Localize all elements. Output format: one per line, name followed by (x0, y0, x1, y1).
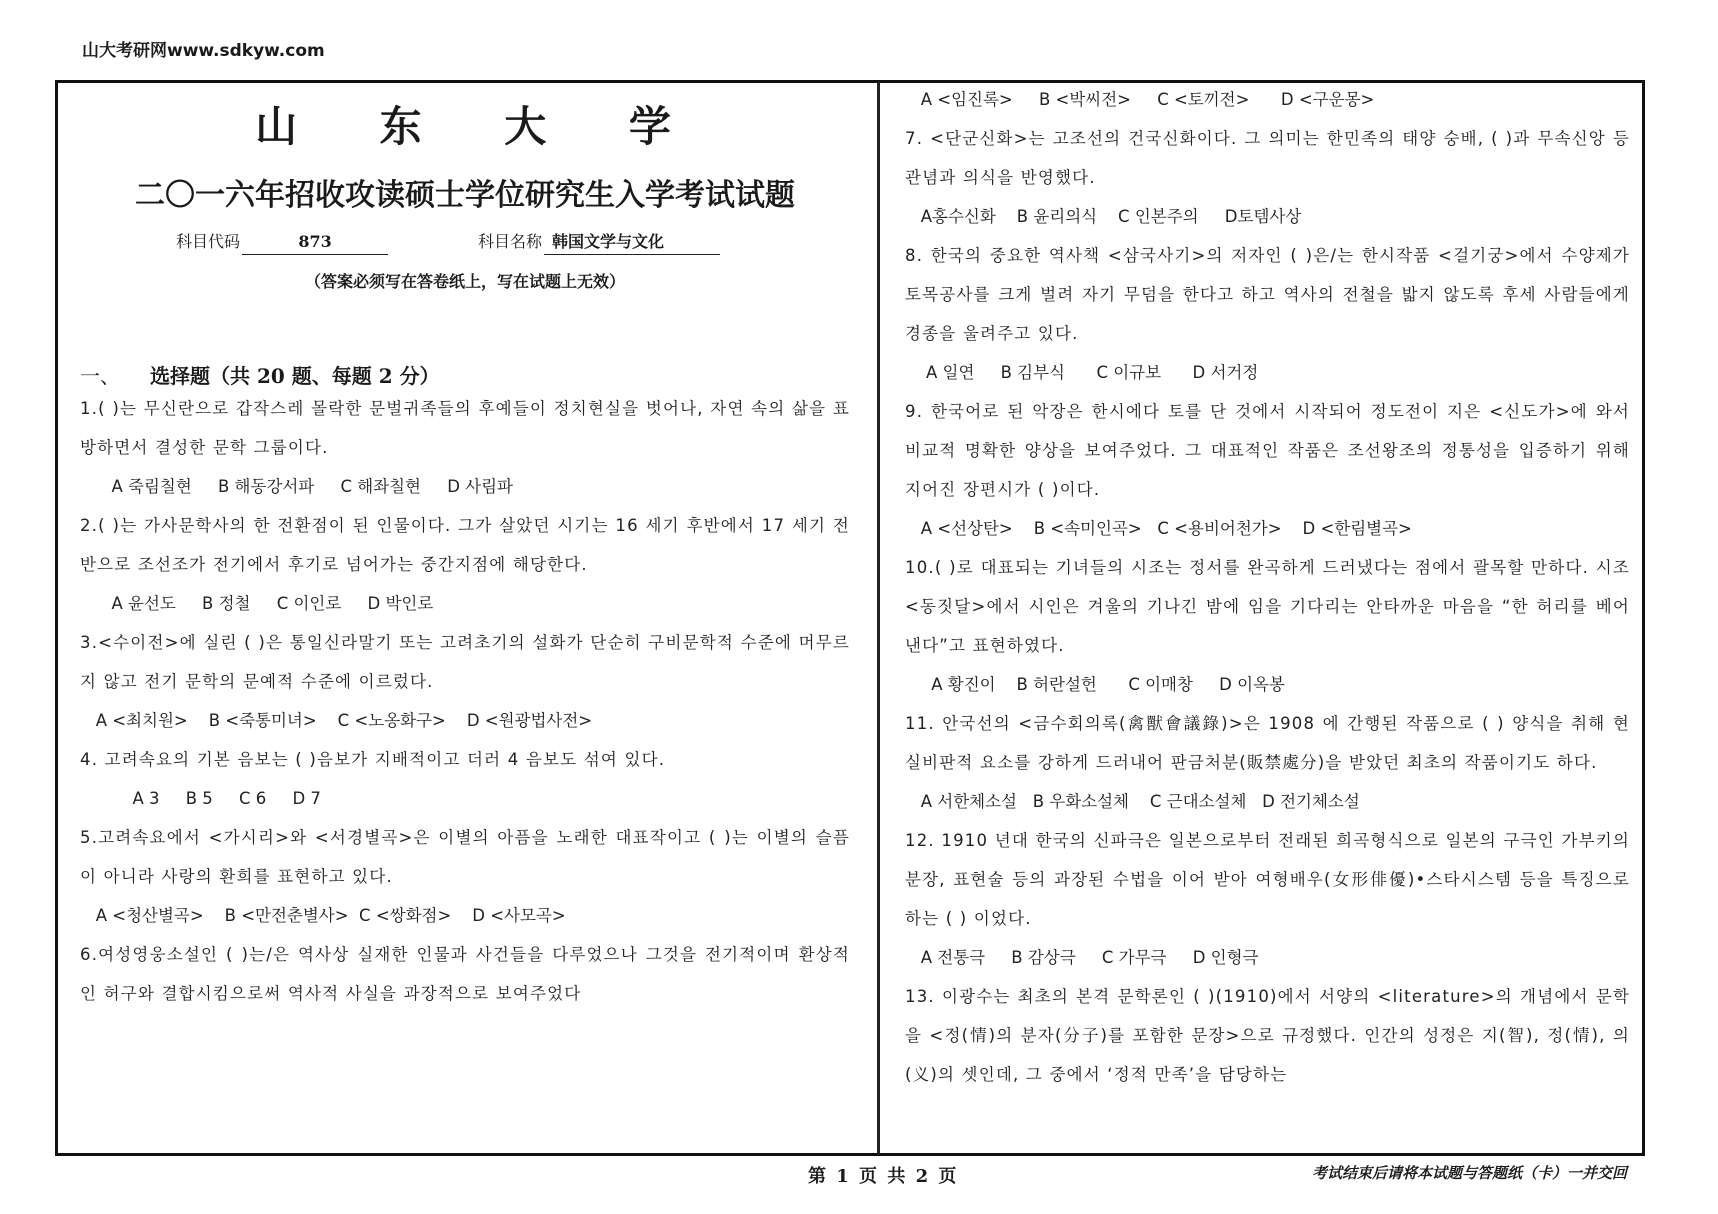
subject-code-label: 科目代码 (176, 232, 241, 251)
question-text: 1.( )는 무신란으로 갑작스레 몰락한 문벌귀족들의 후예들이 정치현실을 벗어나, 자연 속의 삶을 표방하면서 결성한 문학 그룹이다. (80, 399, 850, 457)
question-text: 10.( )로 대표되는 기녀들의 시조는 정서를 완곡하게 드러냈다는 점에서 괄목할 만하다. 시조 <동짓달>에서 시인은 겨울의 기나긴 밤에 임을 기다리는 안타까운 마음을 “한 허리를 베어낸다”고 표현하였다. (905, 558, 1630, 655)
page-indicator: 第 1 页 共 2 页 (808, 1166, 959, 1187)
exam-subtitle: 二〇一六年招收攻读硕士学位研究生入学考试试题 (135, 178, 795, 213)
right-questions (905, 80, 1630, 1094)
question-text: 9. 한국어로 된 악장은 한시에다 토를 단 것에서 시작되어 정도전이 지은 <신도가>에 와서 비교적 명확한 양상을 보여주었다. 그 대표적인 작품은 조선왕조의 정통성을 입증하기 위해 지어진 장편시가 ( )이다. (905, 402, 1630, 499)
answer-notice: （答案必须写在答卷纸上，写在试题上无效） (304, 272, 625, 291)
subject-name-value: 韩国文学与文化 (544, 230, 720, 255)
question-text: 12. 1910 년대 한국의 신파극은 일본으로부터 전래된 희곡형식으로 일본의 구극인 가부키의 분장, 표현술 등의 과장된 수법을 이어 받아 여형배우(女形俳優)•스타시스템 등을 특징으로 하는 ( ) 이었다. (905, 831, 1630, 928)
answer-options: A <선상탄> B <속미인곡> C <용비어천가> D <한림별곡> (905, 519, 1412, 538)
answer-options: A 서한체소설 B 우화소설체 C 근대소설체 D 전기체소설 (905, 792, 1360, 811)
question-text: 11. 안국선의 <금수회의록(禽獸會議錄)>은 1908 에 간행된 작품으로 ( ) 양식을 취해 현실비판적 요소를 강하게 드러내어 판금처분(販禁處分)을 받았던 최초의 작품이기도 하다. (905, 714, 1630, 772)
answer-options: A홍수신화 B 윤리의식 C 인본주의 D토템사상 (905, 207, 1302, 226)
answer-options: A 전통극 B 감상극 C 가무극 D 인형극 (905, 948, 1259, 967)
section-heading (80, 360, 850, 389)
question-text: 8. 한국의 중요한 역사책 <삼국사기>의 저자인 ( )은/는 한시작품 <걸기궁>에서 수양제가 토목공사를 크게 벌려 자기 무덤을 한다고 하고 역사의 전철을 밟지 않도록 후세 사람들에게 경종을 울려주고 있다. (905, 246, 1630, 343)
answer-options: A 3 B 5 C 6 D 7 (80, 789, 321, 808)
answer-options: A 일연 B 김부식 C 이규보 D 서거정 (905, 363, 1259, 382)
question-text: 7. <단군신화>는 고조선의 건국신화이다. 그 의미는 한민족의 태양 숭배, ( )과 무속신앙 등 관념과 의식을 반영했다. (905, 129, 1630, 187)
question-text: 13. 이광수는 최초의 본격 문학론인 ( )(1910)에서 서양의 <literature>의 개념에서 문학을 <정(情)의 분자(分子)를 포함한 문장>으로 규정했다. 인간의 성정은 지(智), 정(情), 의(义)의 셋인데, 그 중에서 ‘정적 만족’을 담당하는 (905, 987, 1630, 1084)
answer-options: A <임진록> B <박씨전> C <토끼전> D <구운몽> (905, 90, 1375, 109)
question-text: 2.( )는 가사문학사의 한 전환점이 된 인물이다. 그가 살았던 시기는 16 세기 후반에서 17 세기 전반으로 조선조가 전기에서 후기로 넘어가는 중간지점에 해당한다. (80, 516, 850, 574)
answer-options: A <최치원> B <죽통미녀> C <노옹화구> D <원광법사전> (80, 711, 593, 730)
question-text: 4. 고려속요의 기본 음보는 ( )음보가 지배적이고 더러 4 음보도 섞여 있다. (80, 750, 666, 769)
answer-options: A 황진이 B 허란설헌 C 이매창 D 이옥봉 (905, 675, 1285, 694)
left-questions (80, 389, 850, 1013)
answer-options: A 죽림칠현 B 해동강서파 C 해좌칠현 D 사림파 (80, 477, 513, 496)
left-column (80, 80, 850, 1152)
question-text: 6.여성영웅소설인 ( )는/은 역사상 실재한 인물과 사건들을 다루었으나 그것을 전기적이며 환상적인 허구와 결합시킴으로써 역사적 사실을 과장적으로 보여주었다 (80, 945, 850, 1003)
university-title: 山 东 大 学 (255, 102, 705, 151)
question-text: 3.<수이전>에 실린 ( )은 통일신라말기 또는 고려초기의 설화가 단순히 구비문학적 수준에 머무르지 않고 전기 문학의 문예적 수준에 이르렀다. (80, 633, 850, 691)
subject-code-value: 873 (242, 230, 388, 255)
answer-options: A <청산별곡> B <만전춘별사> C <쌍화점> D <사모곡> (80, 906, 566, 925)
subject-meta (80, 230, 850, 255)
answer-options: A 윤선도 B 정철 C 이인로 D 박인로 (80, 594, 434, 613)
section-title: 选择题（共 20 题、每题 2 分） (150, 364, 440, 388)
site-header: 山大考研网www.sdkyw.com (82, 41, 325, 61)
question-text: 5.고려속요에서 <가시리>와 <서경별곡>은 이별의 아픔을 노래한 대표작이고 ( )는 이별의 슬픔이 아니라 사랑의 환희를 표현하고 있다. (80, 828, 850, 886)
right-column (905, 80, 1630, 1152)
section-number: 一、 (80, 364, 120, 388)
column-divider (877, 82, 880, 1154)
footer-note: 考试结束后请将本试题与答题纸（卡）一并交回 (1312, 1164, 1628, 1182)
subject-name-label: 科目名称 (478, 232, 543, 251)
